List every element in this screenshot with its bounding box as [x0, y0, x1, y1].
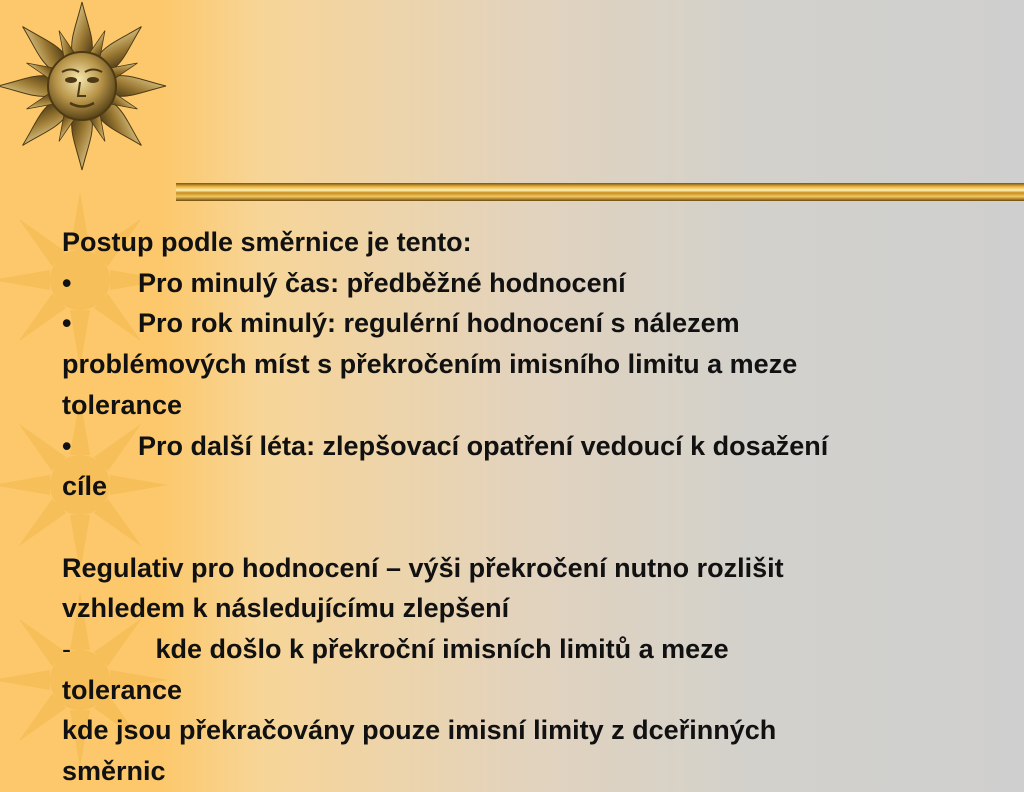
bullet-item: [62, 426, 1012, 467]
body-line: cíle: [62, 471, 108, 502]
dash-item: [62, 629, 1012, 670]
bullet-text: Pro další léta: zlepšovací opatření vedoucí k dosažení: [138, 430, 829, 461]
dash-text: kde došlo k překroční imisních limitů a meze: [148, 634, 729, 665]
dash-marker: -: [62, 634, 71, 665]
body-line: Postup podle směrnice je tento:: [62, 227, 472, 257]
bullet-marker: •: [62, 430, 72, 461]
slide-body: [62, 222, 1012, 792]
body-line: směrnic: [62, 756, 166, 787]
title-divider: [176, 181, 1024, 203]
sun-logo-icon: [0, 0, 170, 170]
bullet-marker: •: [62, 308, 72, 339]
bullet-text: Pro minulý čas: předběžné hodnocení: [138, 267, 626, 298]
body-line: kde jsou překračovány pouze imisní limity z dceřinných: [62, 715, 777, 746]
body-line: tolerance: [62, 674, 183, 705]
bullet-marker: •: [62, 267, 72, 298]
bullet-text: Pro rok minulý: regulérní hodnocení s nálezem: [138, 308, 740, 339]
bullet-item: [62, 303, 1012, 344]
body-line: tolerance: [62, 389, 183, 420]
bullet-item: [62, 263, 1012, 304]
body-line: Regulativ pro hodnocení – výši překročení nutno rozlišit: [62, 552, 784, 583]
body-line: problémových míst s překročením imisního limitu a meze: [62, 349, 798, 380]
blank-line: [62, 507, 1012, 548]
body-line: vzhledem k následujícímu zlepšení: [62, 593, 510, 624]
